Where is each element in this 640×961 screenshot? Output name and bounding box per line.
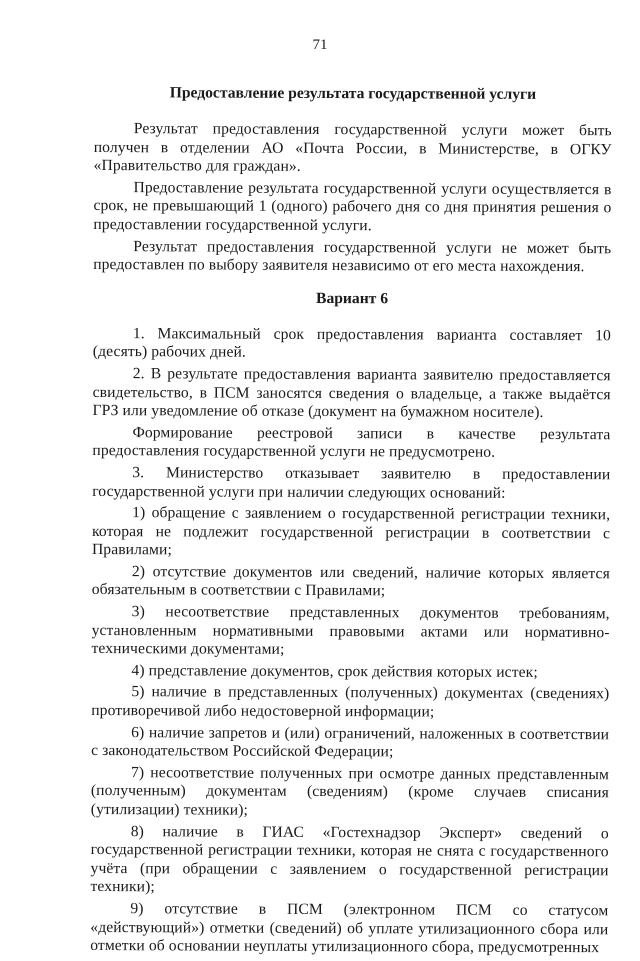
- section-result-body: [93, 120, 612, 277]
- paragraph: Результат предоставления государственной услуги не может быть предоставлен по выбору заявителя независимо от его места нахождения.: [93, 237, 612, 276]
- list-item: 4) представление документов, срок действия которых истек;: [131, 662, 538, 681]
- paragraph: Результат предоставления государственной услуги может быть получен в отделении АО «Почта России, в Министерстве, в ОГКУ «Правительство для граждан».: [93, 120, 612, 176]
- page-number: 71: [312, 37, 328, 53]
- section-variant-body: [90, 325, 611, 958]
- list-item: 9) отсутствие в ПСМ (электронном ПСМ со статусом «действующий») отметки (сведений) об уплате утилизационного сбора или отметки об основании неуплаты утилизационного сбора, предусмотренных: [90, 900, 609, 957]
- section-title-result: Предоставление результата государственной услуги: [169, 84, 537, 103]
- list-item: 6) наличие запретов и (или) ограничений, наложенных в соответствии с законодательством Российской Федерации;: [91, 723, 610, 761]
- paragraph: 2. В результате предоставления варианта заявителю предоставляется свидетельство, в ПСМ заносятся сведения о владельце, а также выдаётся ГРЗ или уведомление об отказе (документ на бумажном носителе).: [92, 365, 611, 422]
- page-content: [90, 83, 612, 961]
- list-item: 1) обращение с заявлением о государственной регистрации техники, которая не подлежит государственной регистрации в соответствии с Правилами;: [91, 504, 611, 559]
- paragraph: 1. Максимальный срок предоставления варианта составляет 10 (десять) рабочих дней.: [92, 324, 611, 362]
- paragraph: Предоставление результата государственной услуги осуществляется в срок, не превышающий 1 (одного) рабочего дня со дня принятия решения о предоставлении государственной услуги.: [93, 178, 612, 235]
- paragraph: 3. Министерство отказывает заявителю в предоставлении государственной услуги при наличии следующих оснований:: [92, 464, 611, 502]
- list-item: 8) наличие в ГИАС «Гостехнадзор Эксперт» сведений о государственной регистрации техники, которая не снята с государственного учёта (при обращении с заявлением о государственной регистрации техники);: [90, 822, 609, 896]
- list-item: 3) несоответствие представленных документов требованиям, установленным нормативными правовыми актами или нормативно-техническими документами;: [91, 603, 610, 659]
- list-item: 2) отсутствие документов или сведений, наличие которых является обязательным в соответствии с Правилами;: [91, 563, 610, 600]
- paragraph: Формирование реестровой записи в качестве результата предоставления государственной услуги не предусмотрено.: [92, 423, 611, 462]
- list-item: 7) несоответствие полученных при осмотре данных представленным (полученным) документам (сведениям) (кроме случаев списания (утилизации) техники);: [90, 763, 610, 819]
- list-item: 5) наличие в представленных (полученных) документах (сведениях) противоречивой либо недостоверной информации;: [91, 683, 610, 721]
- section-title-variant-6: Вариант 6: [316, 289, 389, 308]
